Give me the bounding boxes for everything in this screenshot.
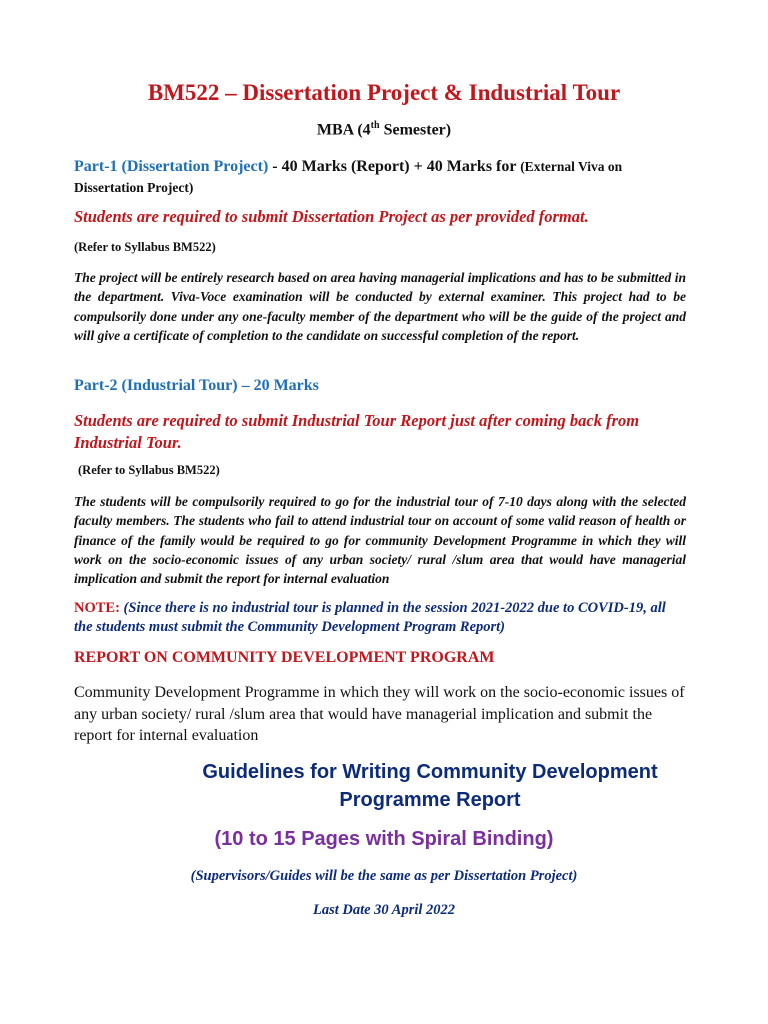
part2-heading	[74, 375, 686, 396]
part2-label: Part-2 (Industrial Tour) – 20 Marks	[74, 377, 319, 394]
pages-spiral-binding: (10 to 15 Pages with Spiral Binding)	[214, 828, 554, 850]
cdp-heading: REPORT ON COMMUNITY DEVELOPMENT PROGRAM	[74, 649, 495, 666]
cdp-description: Community Development Programme in which they will work on the socio-economic issues of any urban society/ rural /slum area that would have managerial implication and submit the report for internal evaluation	[74, 684, 685, 744]
part2-description: The students will be compulsorily required to go for the industrial tour of 7-10 days along with the selected faculty members. The students who fail to attend industrial tour on account of some valid reason of health or finance of the family would be required to go for community Development Programme in which they will work on the socio-economic issues of any urban society/ rural /slum area that would have managerial implication and submit the report for internal evaluation	[74, 494, 686, 587]
guidelines-heading: Guidelines for Writing Community Development Programme Report	[202, 761, 658, 811]
note-text: (Since there is no industrial tour is planned in the session 2021-2022 due to COVID-19, all the students must submit the Community Development Program Report)	[74, 600, 666, 635]
part1-label: Part-1 (Dissertation Project)	[74, 158, 269, 175]
part2-instruction: Students are required to submit Industrial Tour Report just after coming back from Industrial Tour.	[74, 411, 640, 452]
supervisors-note: (Supervisors/Guides will be the same as per Dissertation Project)	[190, 868, 578, 884]
part1-heading	[74, 156, 686, 198]
part1-syllabus-ref: (Refer to Syllabus BM522)	[74, 240, 216, 254]
subtitle-post: Semester)	[379, 121, 452, 139]
program-semester	[60, 120, 708, 139]
document-title: BM522 – Dissertation Project & Industrial Tour	[147, 80, 621, 105]
part1-description: The project will be entirely research based on area having managerial implications and has to be submitted in the department. Viva-Voce examination will be conducted by external examiner. This project had to be compulsorily done under any one-faculty member of the department who will be the guide of the project and will give a certificate of completion to the candidate on successful completion of the report.	[74, 270, 686, 343]
part1-viva: (External Viva on Dissertation Project)	[74, 159, 623, 195]
last-date: Last Date 30 April 2022	[312, 902, 456, 918]
covid-note	[74, 599, 686, 637]
note-label: NOTE:	[74, 600, 120, 616]
part2-syllabus-ref: (Refer to Syllabus BM522)	[78, 463, 220, 477]
subtitle-pre: MBA (4	[316, 121, 371, 139]
part1-instruction: Students are required to submit Dissertation Project as per provided format.	[74, 207, 589, 226]
part1-marks: - 40 Marks (Report) + 40 Marks for	[268, 158, 521, 175]
subtitle-sup: th	[370, 120, 380, 131]
